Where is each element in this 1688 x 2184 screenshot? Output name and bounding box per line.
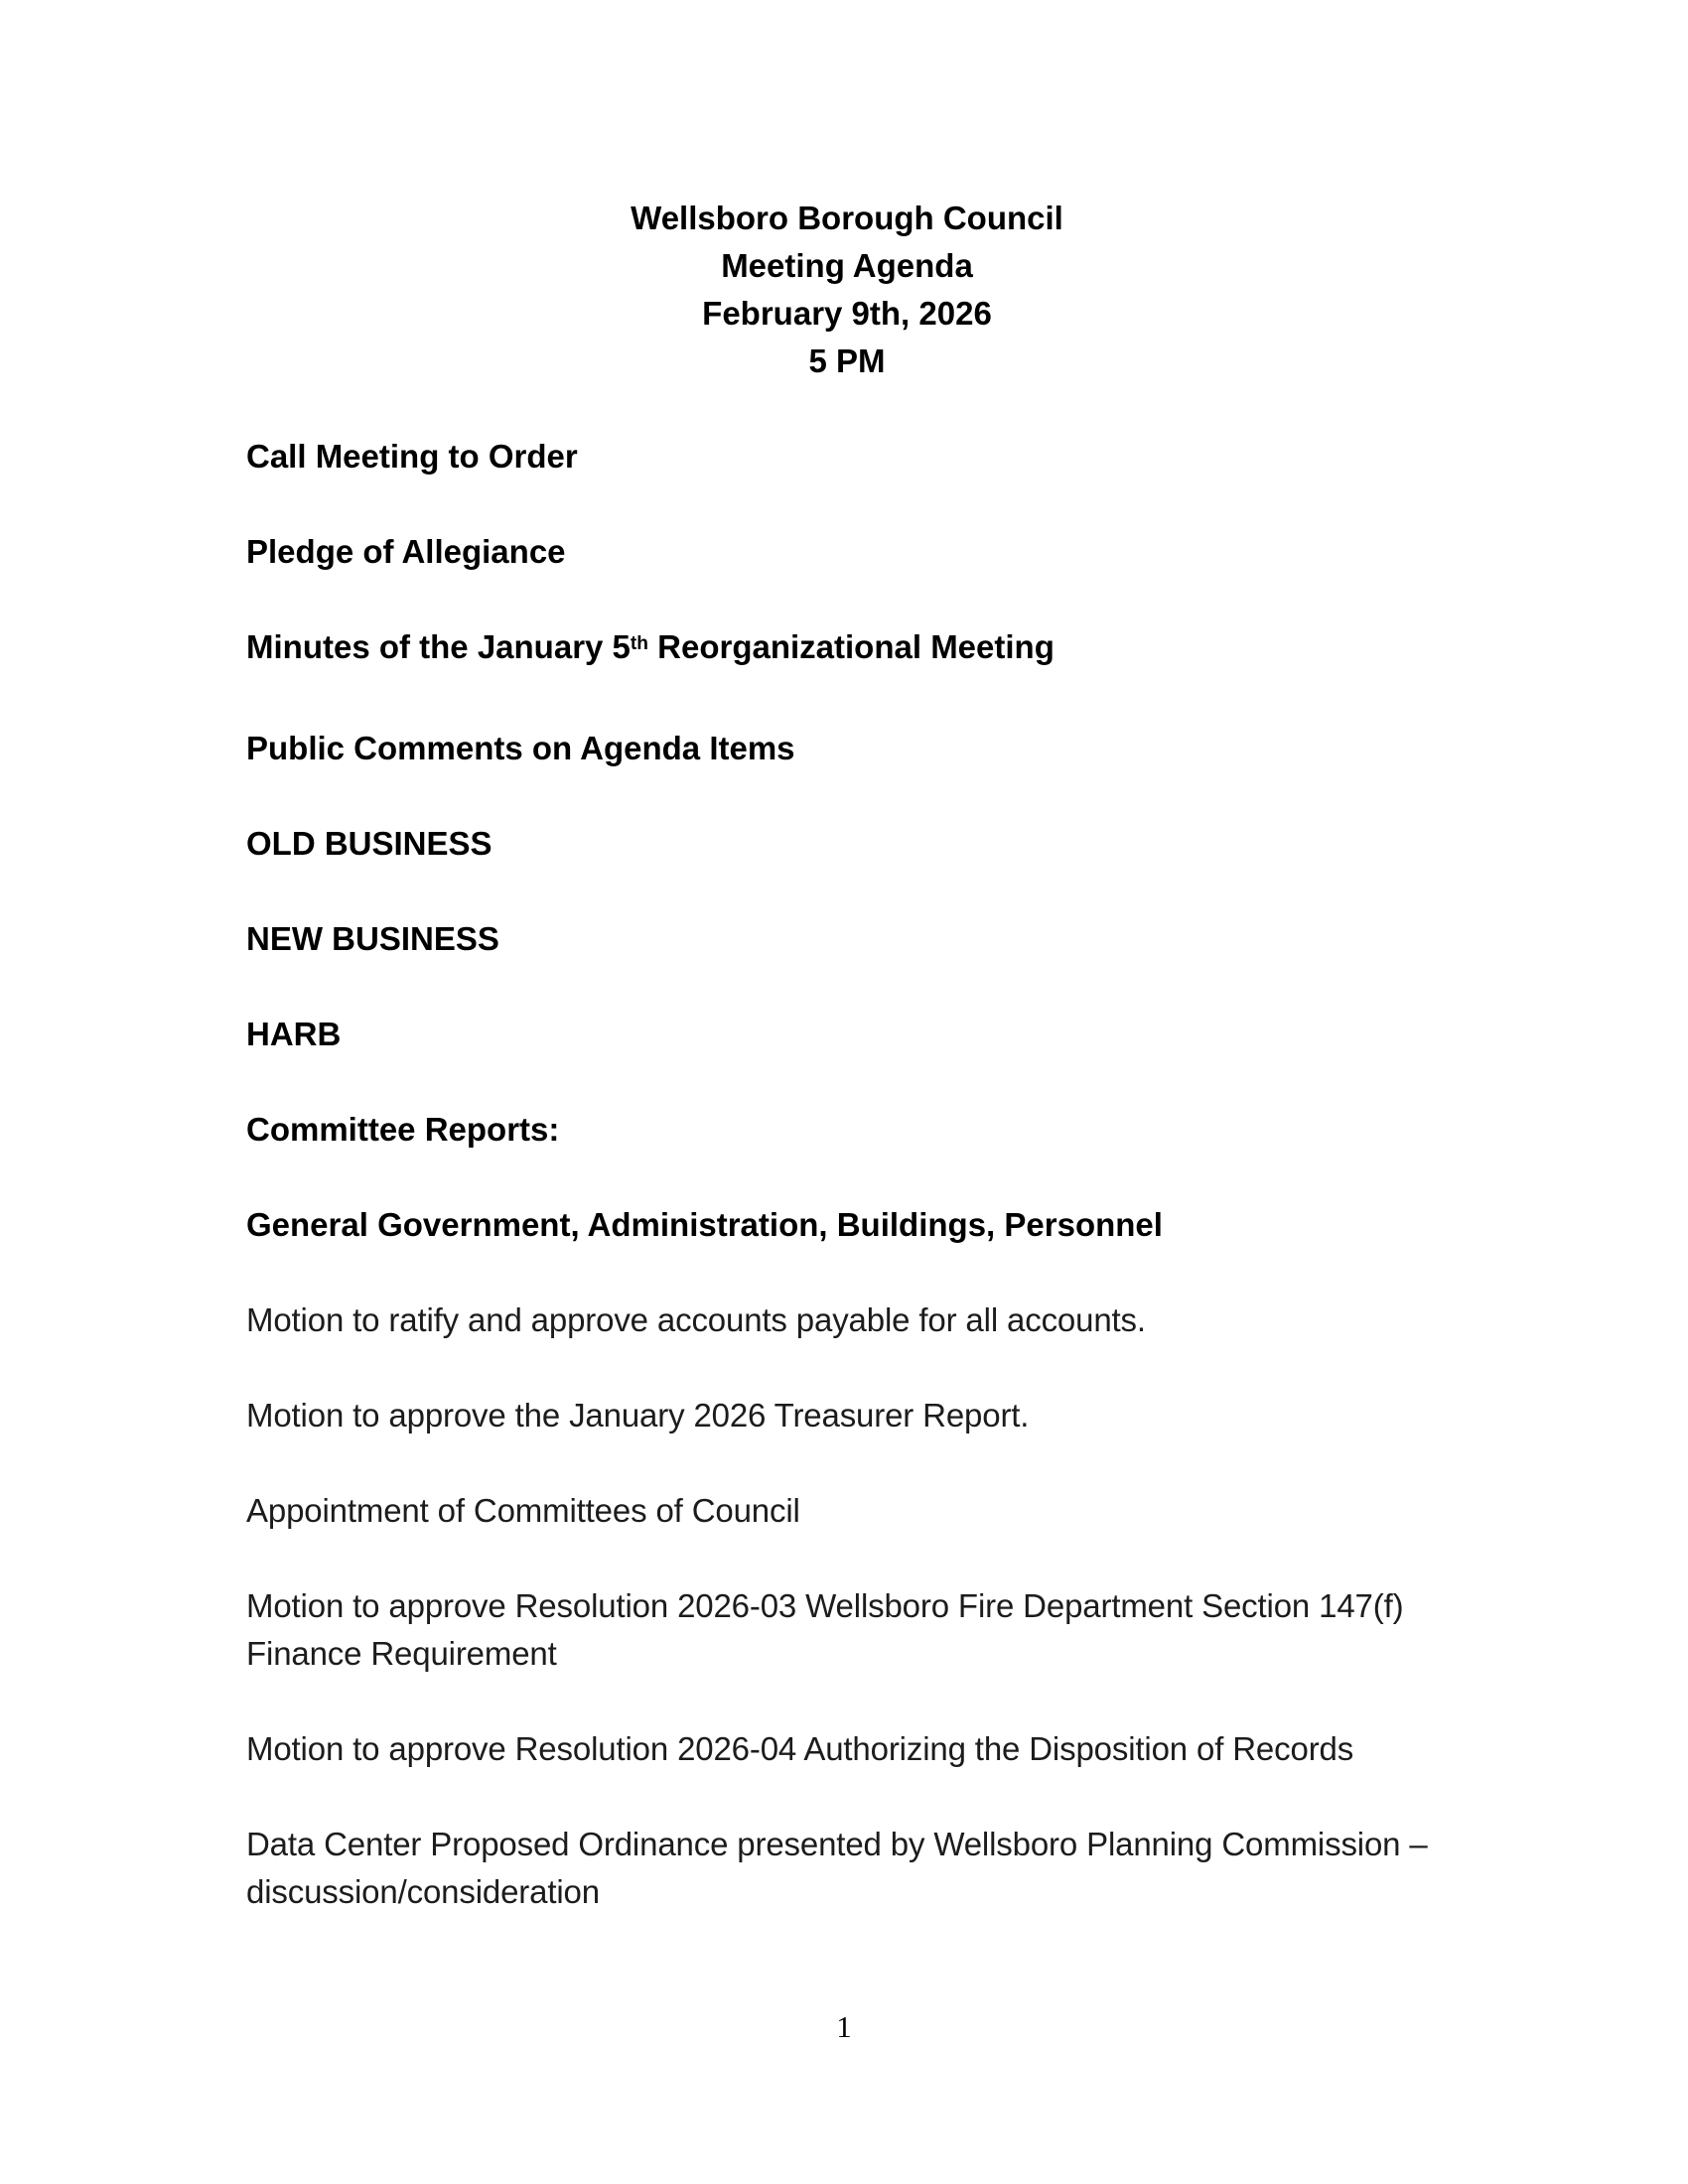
document-content: [246, 195, 1448, 1964]
agenda-item-data-center-ordinance: Data Center Proposed Ordinance presented by Wellsboro Planning Commission – discussion/consideration: [246, 1826, 1428, 1910]
page-number: 1: [836, 2009, 852, 2044]
minutes-text-prefix: Minutes of the January 5: [246, 628, 631, 665]
agenda-item-new-business: NEW BUSINESS: [246, 920, 499, 957]
agenda-item-motion-treasurer-report: Motion to approve the January 2026 Treasurer Report.: [246, 1397, 1030, 1433]
agenda-item-committee-reports: Committee Reports:: [246, 1111, 560, 1148]
agenda-item-motion-resolution-2026-03: Motion to approve Resolution 2026-03 Wellsboro Fire Department Section 147(f) Finance Requirement: [246, 1587, 1404, 1672]
agenda-item-old-business: OLD BUSINESS: [246, 825, 492, 862]
agenda-item-call-to-order: Call Meeting to Order: [246, 438, 578, 475]
minutes-text-suffix: Reorganizational Meeting: [647, 628, 1055, 665]
agenda-section-general-government: General Government, Administration, Buildings, Personnel: [246, 1206, 1163, 1243]
title-line-time: 5 PM: [808, 342, 886, 379]
ordinal-superscript: th: [630, 633, 648, 655]
agenda-item-minutes: [246, 623, 1448, 677]
agenda-item-public-comments: Public Comments on Agenda Items: [246, 730, 795, 766]
title-line-agenda: Meeting Agenda: [721, 247, 973, 284]
agenda-item-appointment-committees: Appointment of Committees of Council: [246, 1492, 800, 1529]
agenda-item-pledge: Pledge of Allegiance: [246, 533, 566, 570]
agenda-item-motion-resolution-2026-04: Motion to approve Resolution 2026-04 Authorizing the Disposition of Records: [246, 1730, 1354, 1767]
agenda-item-motion-accounts-payable: Motion to ratify and approve accounts payable for all accounts.: [246, 1301, 1146, 1338]
document-title: [246, 195, 1448, 385]
agenda-item-harb: HARB: [246, 1016, 342, 1052]
title-line-date: February 9th, 2026: [702, 295, 992, 332]
title-line-council: Wellsboro Borough Council: [631, 200, 1063, 236]
